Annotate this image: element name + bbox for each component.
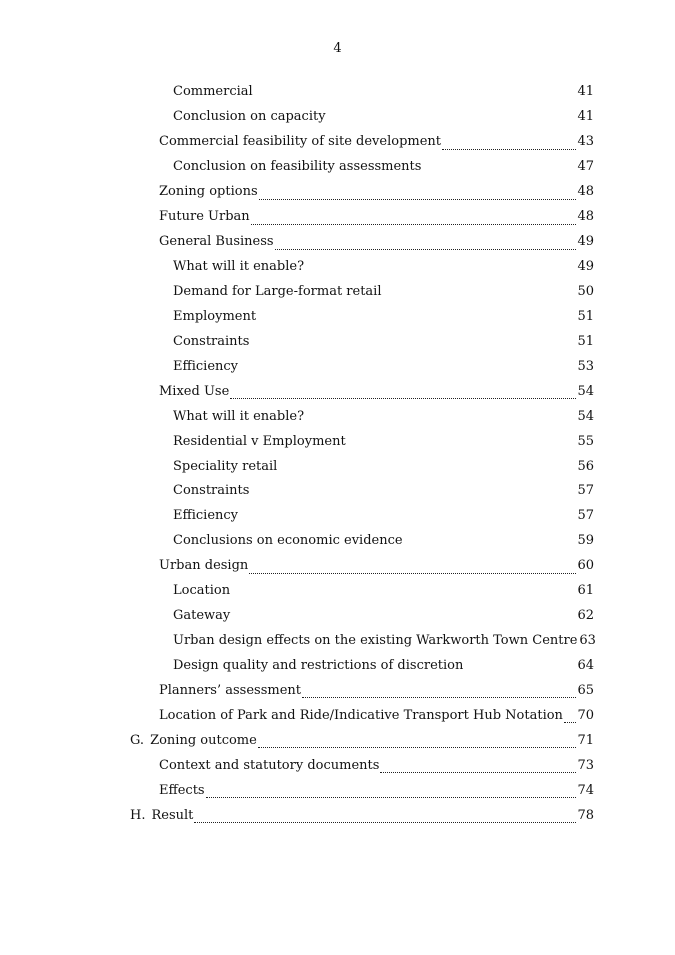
- toc-entry-dot-leader: [278, 462, 576, 474]
- toc-entry-page-number: 51: [577, 308, 594, 324]
- toc-entry-dot-leader: [302, 685, 576, 698]
- toc-entry[interactable]: [0, 604, 675, 629]
- toc-entry-page-number: 54: [577, 408, 594, 424]
- toc-entry-label: Effects: [159, 782, 205, 798]
- toc-entry[interactable]: [0, 379, 675, 404]
- toc-entry-label: Commercial feasibility of site development: [159, 134, 442, 150]
- toc-entry-label: Commercial: [173, 84, 253, 100]
- toc-entry-dot-leader: [564, 710, 577, 723]
- toc-entry-dot-leader: [327, 113, 577, 125]
- toc-entry-label: Employment: [173, 308, 257, 324]
- toc-entry[interactable]: [0, 579, 675, 604]
- toc-entry-page-number: 78: [577, 807, 594, 823]
- toc-entry-dot-leader: [305, 412, 576, 424]
- toc-entry[interactable]: [0, 654, 675, 679]
- toc-entry[interactable]: [0, 679, 675, 704]
- toc-entry-page-number: 57: [577, 508, 594, 524]
- toc-entry[interactable]: [0, 728, 675, 753]
- toc-entry[interactable]: [0, 105, 675, 130]
- toc-entry-label: Zoning outcome: [150, 732, 257, 748]
- toc-entry-dot-leader: [380, 760, 576, 773]
- toc-entry-page-number: 48: [577, 184, 594, 200]
- toc-entry-page-number: 49: [577, 259, 594, 275]
- toc-entry-dot-leader: [249, 561, 576, 574]
- toc-entry-label: Efficiency: [173, 358, 239, 374]
- toc-entry-label: Mixed Use: [159, 383, 230, 399]
- toc-entry-page-number: 47: [577, 159, 594, 175]
- toc-entry-page-number: 73: [577, 757, 594, 773]
- toc-entry-dot-leader: [347, 437, 577, 449]
- toc-entry-page-number: 41: [577, 84, 594, 100]
- toc-entry-label: What will it enable?: [173, 259, 305, 275]
- toc-entry-page-number: 56: [577, 458, 594, 474]
- toc-entry-page-number: 50: [577, 283, 594, 299]
- toc-entry-page-number: 63: [579, 633, 596, 649]
- toc-entry-label: Urban design effects on the existing Warkworth Town Centre: [173, 633, 578, 649]
- toc-entry-dot-leader: [250, 337, 576, 349]
- toc-entry-page-number: 43: [577, 134, 594, 150]
- toc-entry[interactable]: [0, 554, 675, 579]
- toc-entry-label: Speciality retail: [173, 458, 278, 474]
- toc-entry-label: Constraints: [173, 483, 250, 499]
- toc-entry-label: Urban design: [159, 558, 249, 574]
- toc-entry-page-number: 55: [577, 433, 594, 449]
- toc-entry-page-number: 53: [577, 358, 594, 374]
- toc-entry-label: General Business: [159, 234, 274, 250]
- toc-entry-dot-leader: [275, 237, 577, 250]
- toc-entry-page-number: 64: [577, 658, 594, 674]
- toc-entry-dot-leader: [383, 287, 577, 299]
- toc-entry-dot-leader: [422, 163, 576, 175]
- toc-entry-label: Design quality and restrictions of discretion: [173, 658, 464, 674]
- toc-entry-dot-leader: [464, 662, 576, 674]
- toc-entry-page-number: 51: [577, 333, 594, 349]
- toc-entry[interactable]: [0, 504, 675, 529]
- toc-entry[interactable]: [0, 230, 675, 255]
- toc-entry[interactable]: [0, 304, 675, 329]
- toc-entry-page-number: 57: [577, 483, 594, 499]
- toc-entry[interactable]: [0, 205, 675, 230]
- toc-entry-page-number: 48: [577, 209, 594, 225]
- toc-entry-dot-leader: [239, 362, 576, 374]
- toc-entry-page-number: 59: [577, 533, 594, 549]
- toc-entry[interactable]: [0, 803, 675, 828]
- toc-entry-dot-leader: [194, 810, 576, 823]
- toc-entry[interactable]: [0, 454, 675, 479]
- toc-entry-label: Constraints: [173, 333, 250, 349]
- toc-entry-label: Conclusion on capacity: [173, 109, 326, 125]
- toc-entry-label: Planners’ assessment: [159, 682, 301, 698]
- toc-entry-dot-leader: [259, 187, 577, 200]
- toc-entry[interactable]: [0, 130, 675, 155]
- toc-entry[interactable]: [0, 155, 675, 180]
- toc-entry-section-letter: H.: [130, 807, 146, 823]
- toc-entry-dot-leader: [239, 512, 576, 524]
- toc-entry[interactable]: [0, 529, 675, 554]
- toc-entry-page-number: 65: [577, 682, 594, 698]
- toc-entry[interactable]: [0, 180, 675, 205]
- toc-entry-dot-leader: [250, 487, 576, 499]
- toc-entry-dot-leader: [230, 386, 576, 399]
- toc-entry[interactable]: [0, 255, 675, 280]
- toc-entry-page-number: 49: [577, 234, 594, 250]
- toc-entry-label: Conclusion on feasibility assessments: [173, 159, 422, 175]
- toc-entry[interactable]: [0, 753, 675, 778]
- toc-entry-label: Gateway: [173, 608, 231, 624]
- toc-entry-label: Location: [173, 583, 231, 599]
- toc-entry-dot-leader: [231, 587, 576, 599]
- toc-entry[interactable]: [0, 404, 675, 429]
- toc-entry-page-number: 70: [577, 707, 594, 723]
- toc-entry-dot-leader: [257, 312, 576, 324]
- toc-entry-label: Context and statutory documents: [159, 757, 380, 773]
- toc-entry-dot-leader: [251, 212, 577, 225]
- toc-entry-dot-leader: [254, 88, 577, 100]
- toc-entry-dot-leader: [206, 785, 577, 798]
- toc-entry-page-number: 41: [577, 109, 594, 125]
- toc-entry[interactable]: [0, 479, 675, 504]
- toc-entry-dot-leader: [404, 537, 577, 549]
- toc-entry-dot-leader: [258, 735, 577, 748]
- toc-entry-page-number: 60: [577, 558, 594, 574]
- toc-entry-page-number: 62: [577, 608, 594, 624]
- toc-entry[interactable]: [0, 329, 675, 354]
- toc-entry[interactable]: [0, 703, 675, 728]
- toc-entry[interactable]: [0, 629, 675, 654]
- toc-entry-page-number: 61: [577, 583, 594, 599]
- toc-entry-label: What will it enable?: [173, 408, 305, 424]
- toc-entry[interactable]: [0, 778, 675, 803]
- toc-entry-dot-leader: [305, 263, 576, 275]
- toc-entry-label: Location of Park and Ride/Indicative Transport Hub Notation: [159, 707, 563, 723]
- toc-entry[interactable]: [0, 354, 675, 379]
- toc-entry-dot-leader: [442, 137, 576, 150]
- toc-entry-label: Residential v Employment: [173, 433, 346, 449]
- toc-entry[interactable]: [0, 429, 675, 454]
- toc-entry[interactable]: [0, 80, 675, 105]
- toc-entry-section-letter: G.: [130, 732, 145, 748]
- toc-entry-dot-leader: [231, 612, 576, 624]
- toc-entry-label: Efficiency: [173, 508, 239, 524]
- toc-entry-page-number: 74: [577, 782, 594, 798]
- toc-entry-page-number: 54: [577, 383, 594, 399]
- table-of-contents: [0, 80, 675, 828]
- toc-entry-label: Zoning options: [159, 184, 258, 200]
- toc-entry-label: Demand for Large-format retail: [173, 283, 382, 299]
- page-number: 4: [333, 41, 342, 56]
- toc-entry-page-number: 71: [577, 732, 594, 748]
- toc-entry-label: Conclusions on economic evidence: [173, 533, 403, 549]
- toc-entry-label: Future Urban: [159, 209, 250, 225]
- toc-entry-label: Result: [151, 807, 194, 823]
- toc-entry[interactable]: [0, 280, 675, 305]
